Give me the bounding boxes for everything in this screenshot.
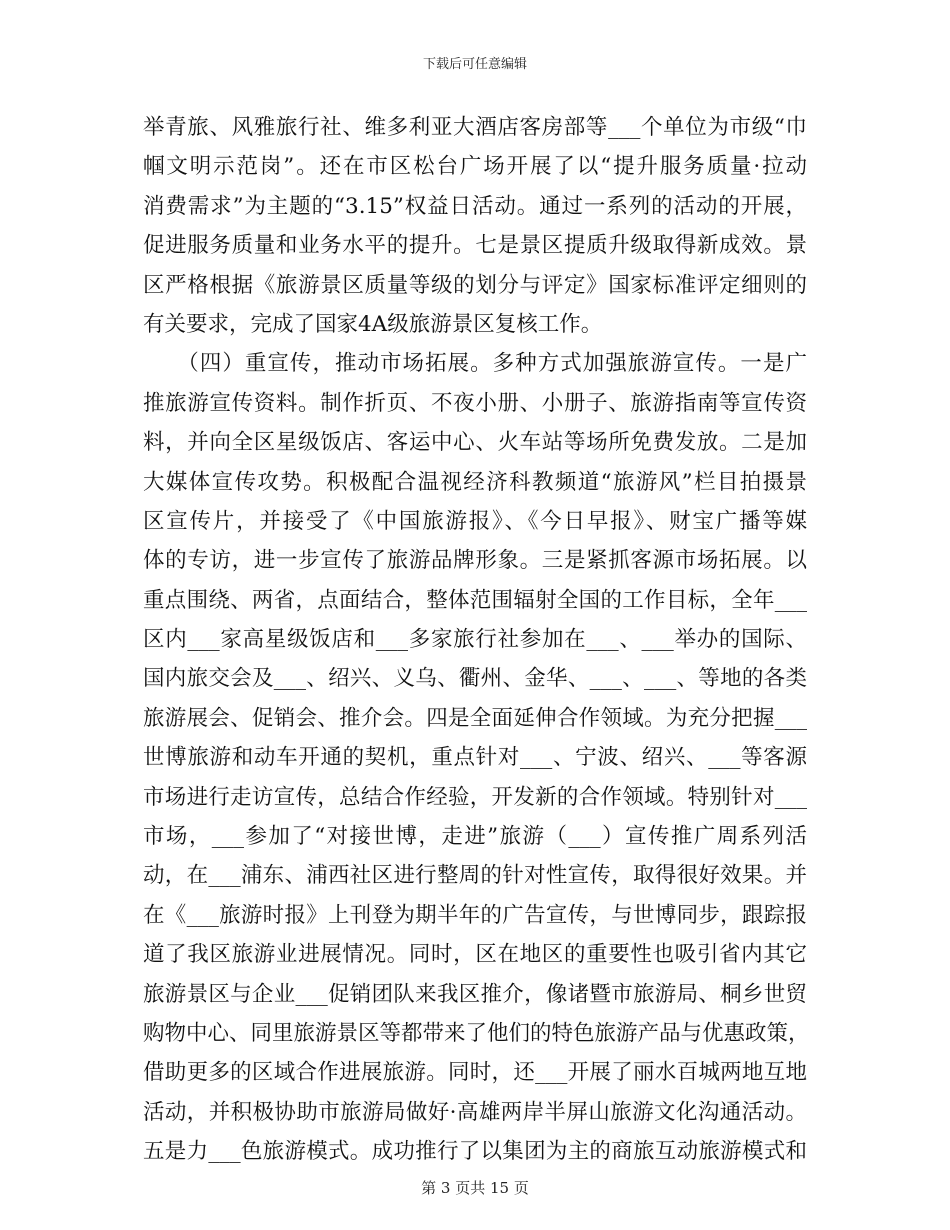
text-line: 推旅游宣传资料。制作折页、不夜小册、小册子、旅游指南等宣传资: [143, 390, 807, 416]
text-line: 有关要求，完成了国家4A级旅游景区复核工作。: [143, 311, 603, 337]
text-line: 消费需求”为主题的“3.15”权益日活动。通过一系列的活动的开展，: [143, 193, 807, 219]
text-line: 市场进行走访宣传，总结合作经验，开发新的合作领域。特别针对___: [143, 784, 807, 810]
text-line: 在《___旅游时报》上刊登为期半年的广告宣传，与世博同步，跟踪报: [143, 902, 807, 928]
text-line: 活动，并积极协助市旅游局做好·高雄两岸半屏山旅游文化沟通活动。: [143, 1099, 807, 1125]
text-line: 区严格根据《旅游景区质量等级的划分与评定》国家标准评定细则的: [143, 272, 807, 298]
text-line: 料，并向全区星级饭店、客运中心、火车站等场所免费发放。二是加: [143, 430, 807, 456]
text-line: 借助更多的区域合作进展旅游。同时，还___开展了丽水百城两地互地: [143, 1060, 807, 1086]
text-line: 体的专访，进一步宣传了旅游品牌形象。三是紧抓客源市场拓展。以: [143, 548, 807, 574]
text-line: 道了我区旅游业进展情况。同时，区在地区的重要性也吸引省内其它: [143, 942, 807, 968]
text-line: 市场，___参加了“对接世博，走进”旅游（___）宣传推广周系列活: [143, 824, 807, 850]
page-header: 下载后可任意编辑: [422, 57, 527, 72]
text-line: 旅游展会、促销会、推介会。四是全面延伸合作领域。为充分把握___: [143, 705, 807, 731]
text-line: 旅游景区与企业___促销团队来我区推介，像诸暨市旅游局、桐乡世贸: [143, 981, 807, 1007]
text-line: 举青旅、风雅旅行社、维多利亚大酒店客房部等___个单位为市级“巾: [143, 115, 807, 140]
text-line: 世博旅游和动车开通的契机，重点针对___、宁波、绍兴、___等客源: [143, 745, 807, 771]
text-line: 大媒体宣传攻势。积极配合温视经济科教频道“旅游风”栏目拍摄景: [143, 469, 807, 495]
text-line: 重点围绕、两省，点面结合，整体范围辐射全国的工作目标，全年___: [143, 587, 807, 613]
text-line: （四）重宣传，推动市场拓展。多种方式加强旅游宣传。一是广: [143, 351, 807, 377]
text-line: 五是力___色旅游模式。成功推行了以集团为主的商旅互动旅游模式和: [143, 1139, 807, 1165]
text-line: 区宣传片，并接受了《中国旅游报》、《今日早报》、财宝广播等媒: [143, 508, 807, 534]
text-line: 帼文明示范岗”。还在市区松台广场开展了以“提升服务质量·拉动: [143, 154, 807, 180]
text-line: 区内___家高星级饭店和___多家旅行社参加在___、___举办的国际、: [143, 627, 807, 653]
page-footer: 第 3 页共 15 页: [421, 1179, 529, 1197]
text-line: 动，在___浦东、浦西社区进行整周的针对性宣传，取得很好效果。并: [143, 863, 807, 889]
text-line: 购物中心、同里旅游景区等都带来了他们的特色旅游产品与优惠政策，: [143, 1020, 810, 1046]
text-line: 国内旅交会及___、绍兴、义乌、衢州、金华、___、___、等地的各类: [143, 666, 807, 692]
body-text: [143, 108, 810, 1172]
text-line: 促进服务质量和业务水平的提升。七是景区提质升级取得新成效。景: [143, 233, 807, 259]
